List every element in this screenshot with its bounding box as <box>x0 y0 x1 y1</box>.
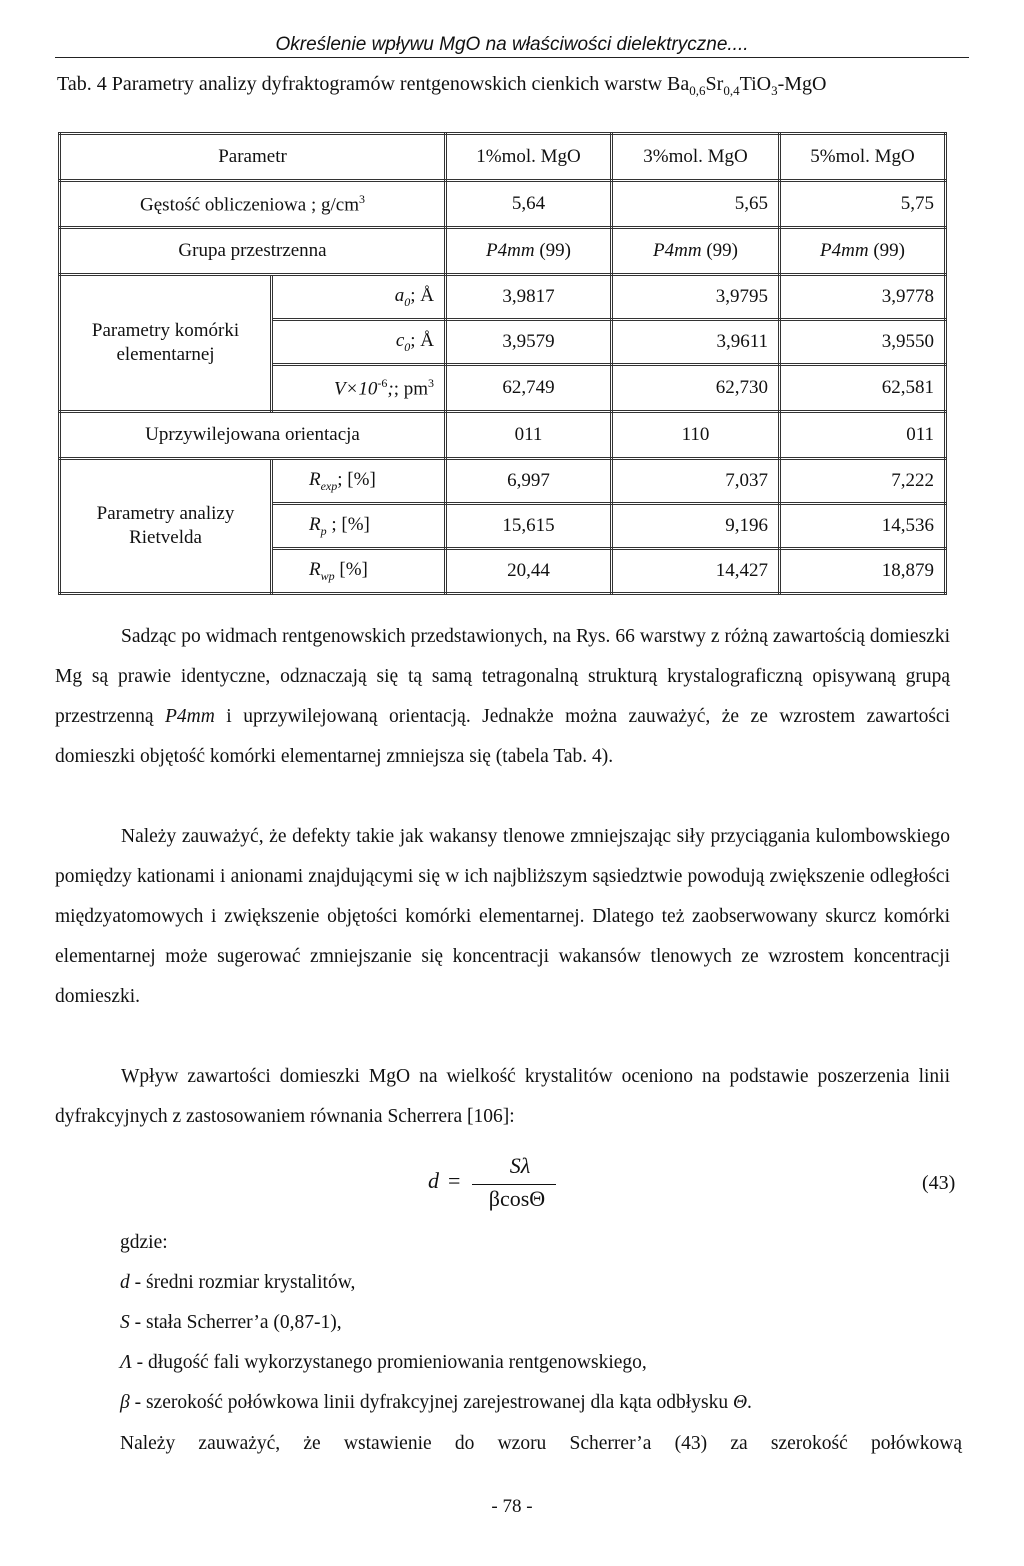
table-cell: 5,75 <box>780 181 946 228</box>
table-cell: 62,581 <box>780 365 946 412</box>
table-cell: 110 <box>612 412 780 459</box>
table-cell: 3,9550 <box>780 320 946 365</box>
table-cell: P4mm (99) <box>780 228 946 275</box>
table-caption: Tab. 4 Parametry analizy dyfraktogramów rentgenowskich cienkich warstw $Ba_{0,6}Sr_{0,4}TiO_3$-MgO <box>57 73 827 98</box>
header-rule <box>55 57 969 58</box>
rwp-label: $R_{wp}$ [%] <box>272 549 446 594</box>
table-cell: 011 <box>446 412 612 459</box>
legend-s: S - stała Scherrer’a (0,87-1), <box>120 1312 342 1333</box>
cell-params-group-label: Parametry komórki elementarnej <box>60 275 272 412</box>
table-cell: 3,9817 <box>446 275 612 320</box>
volume-label: $V\times 10^{-6}$;; $pm^3$ <box>272 365 446 412</box>
table-row-space-group <box>60 228 946 275</box>
table-cell: 7,037 <box>612 459 780 504</box>
legend-lambda: Λ - długość fali wykorzystanego promieniowania rentgenowskiego, <box>120 1352 647 1373</box>
formula-numerator: Sλ <box>509 1153 531 1178</box>
formula-denominator: βcosΘ <box>488 1186 546 1211</box>
orientation-label: Uprzywilejowana orientacja <box>60 412 446 459</box>
rp-label: $R_p$ ; [%] <box>272 504 446 549</box>
table-row-rexp <box>60 459 946 504</box>
legend-gdzie: gdzie: <box>120 1232 168 1253</box>
paragraph-2: Należy zauważyć, że defekty takie jak wakansy tlenowe zmniejszając siły przyciągania kulombowskiego pomiędzy kationami i anionami znajdującymi się w ich najbliższym sąsiedztwie powodują zwiększenie odległości międzyatomowych i zwiększenie objętości komórki elementarnej. Dlatego też zaobserwowany skurcz komórki elementarnej może sugerować zmniejszanie się koncentracji wakansów tlenowych ze wzrostem koncentracji domieszki. <box>55 826 950 1007</box>
scherrer-formula <box>420 1148 580 1228</box>
table-cell: 14,536 <box>780 504 946 549</box>
paragraph-1: Sadząc po widmach rentgenowskich przedstawionych, na Rys. 66 warstwy z różną zawartością domieszki Mg są prawie identyczne, odznaczają się tą samą tetragonalną strukturą krystalograficzną opisywaną grupą przestrzenną P4mm i uprzywilejowaną orientacją. Jednakże można zauważyć, że ze wzrostem zawartości domieszki objętość komórki elementarnej zmniejsza się (tabela Tab. 4). <box>55 626 950 767</box>
parameters-table <box>58 132 947 595</box>
rexp-label: $R_{exp}$; [%] <box>272 459 446 504</box>
fraction-bar <box>472 1184 556 1185</box>
table-row-orientation <box>60 412 946 459</box>
paragraph-3: Wpływ zawartości domieszki MgO na wielkość krystalitów oceniono na podstawie poszerzenia linii dyfrakcyjnych z zastosowaniem równania Scherrera [106]: <box>55 1066 950 1127</box>
table-cell: 5,65 <box>612 181 780 228</box>
space-group-label: Grupa przestrzenna <box>60 228 446 275</box>
header-col-2: 3%mol. MgO <box>612 134 780 181</box>
table-cell: 3,9611 <box>612 320 780 365</box>
table-cell: 62,749 <box>446 365 612 412</box>
table-cell: 3,9579 <box>446 320 612 365</box>
table-cell: 62,730 <box>612 365 780 412</box>
table-cell: 011 <box>780 412 946 459</box>
table-cell: 18,879 <box>780 549 946 594</box>
paragraph-4: Należy zauważyć, że wstawienie do wzoru Scherrer’a (43) za szerokość połówkową <box>120 1433 962 1454</box>
formula-equals: = <box>448 1168 461 1193</box>
table-cell: P4mm (99) <box>446 228 612 275</box>
table-cell: 6,997 <box>446 459 612 504</box>
table-cell: 20,44 <box>446 549 612 594</box>
header-col-1: 1%mol. MgO <box>446 134 612 181</box>
density-label: Gęstość obliczeniowa ; $g/cm^3$ <box>60 181 446 228</box>
legend-d: d - średni rozmiar krystalitów, <box>120 1272 356 1293</box>
table-row-density <box>60 181 946 228</box>
table-cell: 3,9795 <box>612 275 780 320</box>
header-parametr: Parametr <box>60 134 446 181</box>
table-cell: 7,222 <box>780 459 946 504</box>
page-number: - 78 - <box>491 1496 533 1517</box>
table-cell: P4mm (99) <box>612 228 780 275</box>
legend-beta: β - szerokość połówkowa linii dyfrakcyjnej zarejestrowanej dla kąta odbłysku Θ. <box>120 1392 752 1413</box>
c0-label: $c_0$; Å <box>272 320 446 365</box>
header-col-3: 5%mol. MgO <box>780 134 946 181</box>
table-cell: 9,196 <box>612 504 780 549</box>
formula-lhs: d <box>428 1168 439 1193</box>
running-header: Określenie wpływu MgO na właściwości dielektryczne.... <box>275 34 749 55</box>
table-cell: 14,427 <box>612 549 780 594</box>
table-cell: 15,615 <box>446 504 612 549</box>
a0-label: $a_0$; Å <box>272 275 446 320</box>
rietveld-group-label: Parametry analizy Rietvelda <box>60 459 272 594</box>
table-cell: 3,9778 <box>780 275 946 320</box>
table-row-a0 <box>60 275 946 320</box>
equation-number: (43) <box>922 1172 956 1194</box>
table-cell: 5,64 <box>446 181 612 228</box>
table-header-row <box>60 134 946 181</box>
